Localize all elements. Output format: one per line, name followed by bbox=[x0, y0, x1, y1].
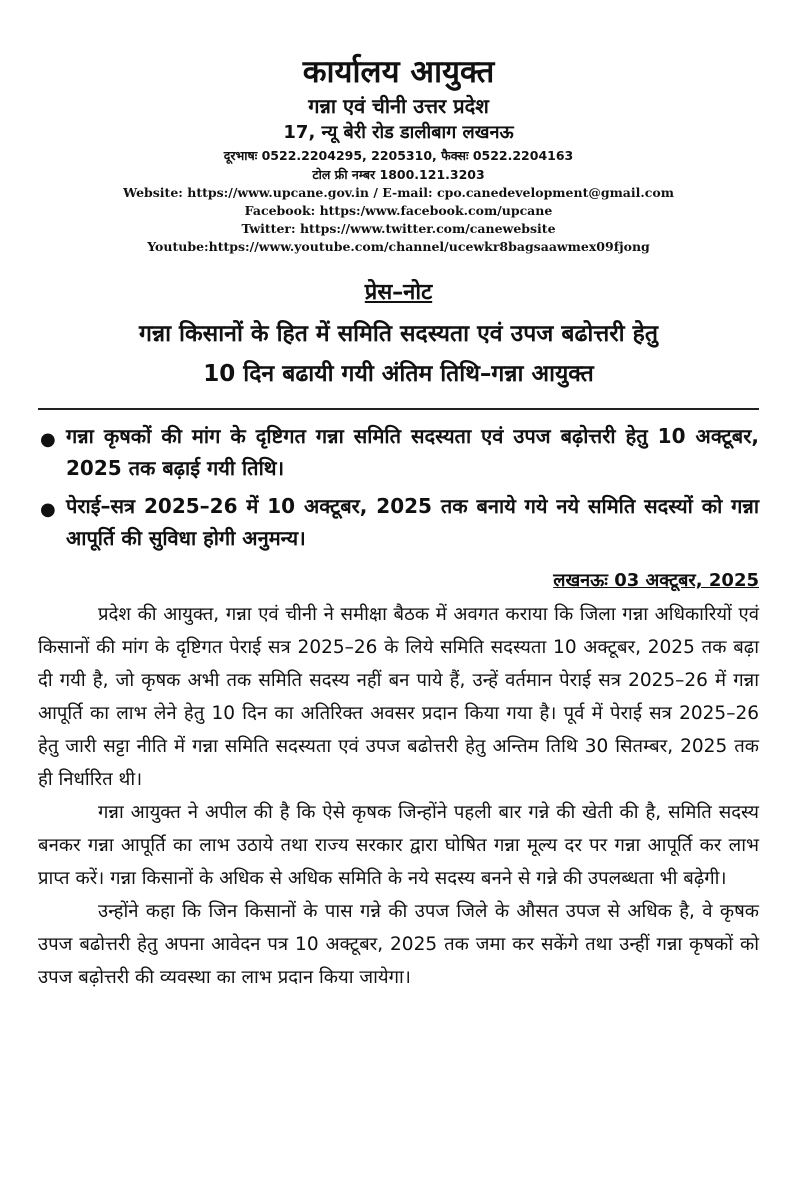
headline-line-2: 10 दिन बढायी गयी अंतिम तिथि–गन्ना आयुक्त bbox=[203, 361, 594, 387]
press-note-title bbox=[0, 278, 797, 308]
department-name: गन्ना एवं चीनी उत्तर प्रदेश bbox=[308, 94, 489, 118]
bullet-icon: ● bbox=[40, 429, 56, 450]
bullet-text: गन्ना कृषकों की मांग के दृष्टिगत गन्ना समिति सदस्यता एवं उपज बढ़ोत्तरी हेतु 10 अक्टूबर, 2025 तक बढ़ाई गयी तिथि। bbox=[66, 424, 759, 480]
letterhead bbox=[0, 0, 797, 256]
bullet-item bbox=[38, 490, 759, 554]
toll-free-number: टोल फ्री नम्बर 1800.121.3203 bbox=[312, 167, 485, 182]
twitter-link: Twitter: https://www.twitter.com/canewebsite bbox=[241, 221, 556, 236]
divider bbox=[38, 408, 759, 410]
website-email: Website: https://www.upcane.gov.in / E-mail: cpo.canedevelopment@gmail.com bbox=[123, 185, 674, 200]
dateline bbox=[38, 568, 759, 592]
paragraph-3: उन्होंने कहा कि जिन किसानों के पास गन्ने की उपज जिले के औसत उपज से अधिक है, वे कृषक उपज बढोत्तरी हेतु अपना आवेदन पत्र 10 अक्टूबर, 2025 तक जमा कर सकेंगे तथा उन्हीं गन्ना कृषकों को उपज बढ़ोत्तरी की व्यवस्था का लाभ प्रदान किया जायेगा। bbox=[38, 901, 759, 988]
paragraph-1: प्रदेश की आयुक्त, गन्ना एवं चीनी ने समीक्षा बैठक में अवगत कराया कि जिला गन्ना अधिकारियों एवं किसानों की मांग के दृष्टिगत पेराई सत्र 2025–26 के लिये समिति सदस्यता 10 अक्टूबर, 2025 तक बढ़ा दी गयी है, जो कृषक अभी तक समिति सदस्य नहीं बन पाये हैं, उन्हें वर्तमान पेराई सत्र 2025–26 में गन्ना आपूर्ति का लाभ लेने हेतु 10 दिन का अतिरिक्त अवसर प्रदान किया गया है। पूर्व में पेराई सत्र 2025–26 हेतु जारी सट्टा नीति में गन्ना समिति सदस्यता एवं उपज बढोत्तरी हेतु अन्तिम तिथि 30 सितम्बर, 2025 तक ही निर्धारित थी। bbox=[38, 604, 759, 790]
dateline-text: लखनऊः 03 अक्टूबर, 2025 bbox=[553, 570, 759, 591]
youtube-link: Youtube:https://www.youtube.com/channel/ucewkr8bagsaawmex09fjong bbox=[147, 239, 650, 254]
headline-line-1: गन्ना किसानों के हित में समिति सदस्यता एवं उपज बढोत्तरी हेतु bbox=[139, 321, 658, 347]
bullet-icon: ● bbox=[40, 499, 56, 520]
office-address: 17, न्यू बेरी रोड डालीबाग लखनऊ bbox=[283, 122, 514, 143]
bullet-item bbox=[38, 420, 759, 484]
paragraph-2: गन्ना आयुक्त ने अपील की है कि ऐसे कृषक जिन्होंने पहली बार गन्ने की खेती की है, समिति सदस्य बनकर गन्ना आपूर्ति का लाभ उठाये तथा राज्य सरकार द्वारा घोषित गन्ना मूल्य दर पर गन्ना आपूर्ति कर लाभ प्राप्त करें। गन्ना किसानों के अधिक से अधिक समिति के नये सदस्य बनने से गन्ने की उपलब्धता भी बढ़ेगी। bbox=[38, 802, 759, 889]
body-text bbox=[38, 598, 759, 994]
phone-fax: दूरभाषः 0522.2204295, 2205310, फैक्सः 0522.2204163 bbox=[223, 148, 574, 163]
headline bbox=[0, 314, 797, 394]
press-note-title-text: प्रेस–नोट bbox=[364, 280, 433, 305]
office-title: कार्यालय आयुक्त bbox=[302, 54, 495, 90]
bullet-text: पेराई–सत्र 2025–26 में 10 अक्टूबर, 2025 तक बनाये गये नये समिति सदस्यों को गन्ना आपूर्ति की सुविधा होगी अनुमन्य। bbox=[66, 494, 759, 550]
facebook-link: Facebook: https:/www.facebook.com/upcane bbox=[244, 203, 553, 218]
highlight-bullets bbox=[38, 420, 759, 554]
